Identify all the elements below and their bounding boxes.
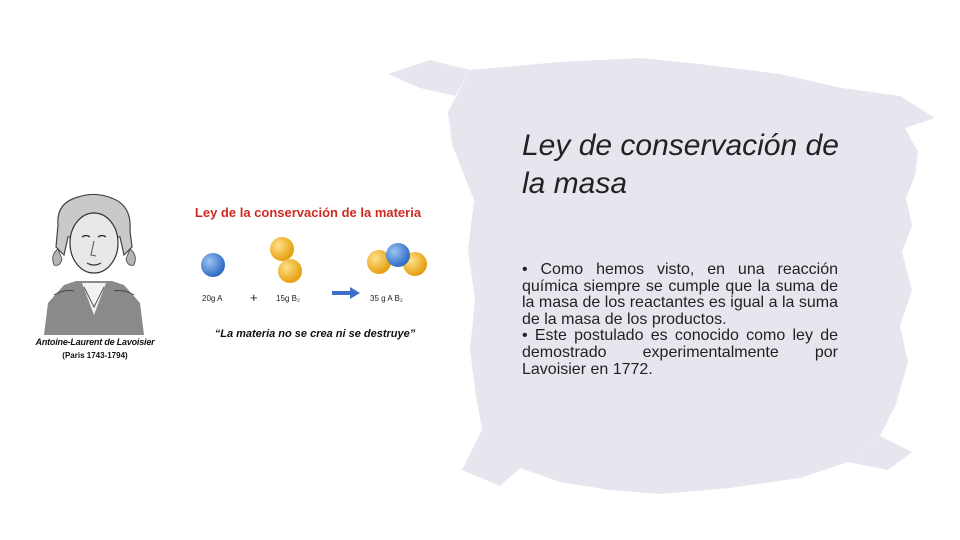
law-quote: “La materia no se crea ni se destruye” (214, 328, 416, 340)
reaction-arrow-icon (332, 287, 362, 299)
lavoisier-portrait-image (24, 185, 164, 335)
reaction-diagram (190, 230, 430, 310)
lavoisier-figure (20, 185, 450, 375)
slide-title: Ley de conservación de la masa (522, 129, 839, 200)
atom-a-reactant (201, 253, 225, 277)
reactant-b-label: 15g B₂ (276, 294, 301, 303)
reaction-atoms (190, 230, 430, 294)
plus-sign: + (250, 290, 258, 305)
bullet-list (522, 262, 838, 378)
portrait-dates-caption: (Paris 1743-1794) (62, 351, 128, 360)
bullet-item: • Este postulado es conocido como ley de demostrado experimentalmente por Lavoisier en 1772. (522, 327, 838, 378)
atom-b-reactant-bottom (278, 259, 302, 283)
law-title: Ley de la conservación de la materia (194, 205, 422, 220)
bullet-item: • Como hemos visto, en una reacción química siempre se cumple que la suma de la masa de los reactantes es igual a la suma de la masa de los productos. (522, 261, 838, 328)
atom-a-product (386, 243, 410, 267)
atom-b-reactant-top (270, 237, 294, 261)
product-label: 35 g A B₂ (370, 294, 403, 303)
portrait-name-caption: Antoine-Laurent de Lavoisier (35, 337, 155, 347)
reactant-a-label: 20g A (202, 294, 223, 303)
